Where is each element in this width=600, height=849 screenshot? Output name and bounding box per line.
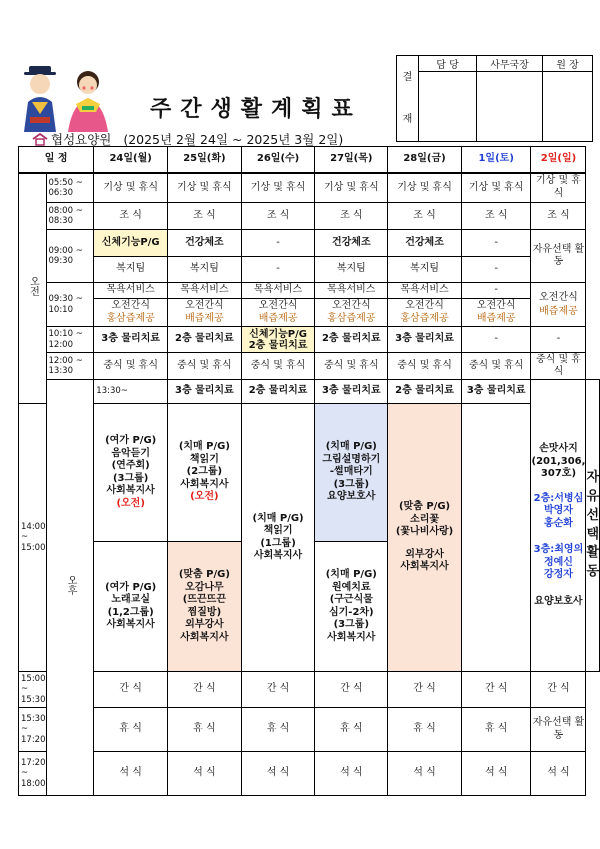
- cell-wake-mon: 기상 및 휴식: [94, 173, 168, 203]
- cell-breakfast-fri: 조 식: [388, 203, 462, 230]
- time-therapy-pm: 13:30~: [94, 380, 168, 404]
- sat-program-title: 손맛사지 (201,306, 307호): [531, 443, 586, 479]
- row-breakfast: [19, 203, 600, 230]
- cell-therapy-am-mon: 3층 물리치료: [94, 327, 168, 353]
- cell-snack-pm-fri: 간 식: [388, 672, 462, 708]
- cell-welfare-sat: -: [461, 257, 531, 283]
- cell-snack-pm-wed: 간 식: [241, 672, 315, 708]
- header-schedule: 일 정: [19, 147, 94, 173]
- time-program: 14:00 ~ 15:00: [19, 404, 47, 672]
- cell-wake-tue: 기상 및 휴식: [168, 173, 242, 203]
- header-day-sat: 1일(토): [461, 147, 531, 173]
- approval-box: [396, 55, 593, 142]
- cell-dinner-sun: 석 식: [531, 752, 586, 796]
- row-physical-therapy-am: [19, 327, 600, 353]
- header-day-sun: 2일(일): [531, 147, 586, 173]
- cell-lunch-sun: 중식 및 휴식: [531, 353, 586, 380]
- cell-dinner-sat: 석 식: [461, 752, 531, 796]
- cell-snack-am-thu: 오전간식 홍삼즙제공: [315, 299, 388, 327]
- cell-free-activity-sun: 자유선택 활동: [531, 230, 586, 283]
- sat-staff-role: 요양보호사: [534, 595, 583, 607]
- cell-bath-wed: 목욕서비스: [241, 283, 315, 299]
- cell-program-tue-bottom: (맞춤 P/G) 오감나무 (뜨끈뜨끈 찜질방) 외부강사 사회복지사: [168, 542, 242, 672]
- hanbok-couple-logo: [18, 62, 114, 132]
- cell-program-mon-bottom: (여가 P/G) 노래교실 (1,2그룹) 사회복지사: [94, 542, 168, 672]
- page-title: 주간생활계획표: [150, 97, 362, 122]
- time-wake: 05:50 ~ 06:30: [46, 173, 94, 203]
- cell-wake-sun: 기상 및 휴식: [531, 173, 586, 203]
- cell-snack-am-wed: 오전간식 배즙제공: [241, 299, 315, 327]
- cell-snack-pm-sun: 간 식: [531, 672, 586, 708]
- cell-bath-fri: 목욕서비스: [388, 283, 462, 299]
- cell-lunch-tue: 중식 및 휴식: [168, 353, 242, 380]
- cell-lunch-thu: 중식 및 휴식: [315, 353, 388, 380]
- signature-box-director[interactable]: [543, 72, 593, 142]
- cell-lunch-fri: 중식 및 휴식: [388, 353, 462, 380]
- row-physical-therapy-pm: [19, 380, 600, 404]
- cell-program-fri: (맞춤 P/G) 소리꽃 (꽃나비사랑) 외부강사 사회복지사: [388, 404, 462, 672]
- cell-therapy-pm-thu: 2층 물리치료: [388, 380, 462, 404]
- cell-snack-pm-tue: 간 식: [168, 672, 242, 708]
- cell-therapy-am-wed: 신체기능P/G 2층 물리치료: [241, 327, 315, 353]
- cell-rest-thu: 휴 식: [315, 708, 388, 752]
- schedule-period: (2025년 2월 24일 ~ 2025년 3월 2일): [123, 132, 344, 147]
- time-lunch: 12:00 ~ 13:30: [46, 353, 94, 380]
- cell-program-thu-top: (치매 P/G) 그림설명하기 -썰매타기 (3그룹) 요양보호사: [315, 404, 388, 542]
- header-day-wed: 26일(수): [241, 147, 315, 173]
- section-morning: 오전: [19, 173, 47, 404]
- cell-snack-am-mon: 오전간식 홍삼즙제공: [94, 299, 168, 327]
- row-dinner: [19, 752, 600, 796]
- time-dinner: 17:20 ~ 18:00: [19, 752, 47, 796]
- cell-dinner-wed: 석 식: [241, 752, 315, 796]
- cell-program-wed: (치매 P/G) 책읽기 (1그룹) 사회복지사: [241, 404, 315, 672]
- approval-role-director: 원 장: [543, 56, 593, 72]
- weekly-schedule-table: [18, 146, 600, 796]
- cell-dinner-tue: 석 식: [168, 752, 242, 796]
- bride-figure-icon: [68, 71, 108, 132]
- time-snack-pm: 15:00 ~ 15:30: [19, 672, 47, 708]
- cell-bath-tue: 목욕서비스: [168, 283, 242, 299]
- cell-program-thu-bottom: (치매 P/G) 원예치료 (구근식물 심기-2차) (3그룹) 사회복지사: [315, 542, 388, 672]
- cell-snack-am-fri: 오전간식 홍삼즙제공: [388, 299, 462, 327]
- time-therapy-am: 10:10 ~ 12:00: [46, 327, 94, 353]
- cell-exercise-tue: 건강체조: [168, 230, 242, 257]
- cell-breakfast-tue: 조 식: [168, 203, 242, 230]
- cell-rest-wed: 휴 식: [241, 708, 315, 752]
- approval-side-label: 결 재: [397, 56, 419, 142]
- cell-program-sat: [531, 380, 586, 672]
- cell-lunch-mon: 중식 및 휴식: [94, 353, 168, 380]
- section-afternoon: 오후: [46, 380, 94, 796]
- time-breakfast: 08:00 ~ 08:30: [46, 203, 94, 230]
- cell-therapy-pm-tue: 2층 물리치료: [241, 380, 315, 404]
- cell-rest-mon: 휴 식: [94, 708, 168, 752]
- cell-therapy-am-tue: 2층 물리치료: [168, 327, 242, 353]
- cell-wake-thu: 기상 및 휴식: [315, 173, 388, 203]
- cell-wake-fri: 기상 및 휴식: [388, 173, 462, 203]
- cell-welfare-tue: 복지팀: [168, 257, 242, 283]
- cell-exercise-mon: 신체기능P/G: [94, 230, 168, 257]
- cell-welfare-mon: 복지팀: [94, 257, 168, 283]
- sat-staff-2f: 2층:서병심 박영자 홍순화: [533, 492, 584, 529]
- cell-program-tue-top: (치매 P/G) 책읽기 (2그룹) 사회복지사 (오전): [168, 404, 242, 542]
- cell-snack-pm-mon: 간 식: [94, 672, 168, 708]
- cell-welfare-thu: 복지팀: [315, 257, 388, 283]
- cell-exercise-wed: -: [241, 230, 315, 257]
- cell-snack-am-sun: 오전간식 배즙제공: [531, 283, 586, 327]
- cell-wake-sat: 기상 및 휴식: [461, 173, 531, 203]
- cell-breakfast-sun: 조 식: [531, 203, 586, 230]
- cell-breakfast-wed: 조 식: [241, 203, 315, 230]
- cell-exercise-thu: 건강체조: [315, 230, 388, 257]
- cell-snack-am-sat: 오전간식 배즙제공: [461, 299, 531, 327]
- cell-therapy-am-fri: 3층 물리치료: [388, 327, 462, 353]
- signature-box-secretary[interactable]: [477, 72, 543, 142]
- time-morning-activity: 09:00 ~ 09:30: [46, 230, 94, 283]
- cell-therapy-pm-mon: 3층 물리치료: [168, 380, 242, 404]
- cell-snack-am-tue: 오전간식 배즙제공: [168, 299, 242, 327]
- cell-therapy-am-thu: 2층 물리치료: [315, 327, 388, 353]
- header-day-tue: 25일(화): [168, 147, 242, 173]
- cell-breakfast-mon: 조 식: [94, 203, 168, 230]
- row-morning-snack: [19, 299, 600, 327]
- row-program-upper: [19, 404, 600, 542]
- cell-breakfast-sat: 조 식: [461, 203, 531, 230]
- groom-figure-icon: [24, 66, 56, 132]
- approval-role-secretary: 사무국장: [477, 56, 543, 72]
- cell-bath-sat: -: [461, 283, 531, 299]
- row-morning-exercise: [19, 230, 600, 257]
- cell-lunch-sat: 중식 및 휴식: [461, 353, 531, 380]
- cell-welfare-wed: -: [241, 257, 315, 283]
- house-icon: [32, 133, 48, 146]
- cell-dinner-mon: 석 식: [94, 752, 168, 796]
- signature-box-staff[interactable]: [419, 72, 477, 142]
- row-welfare: [19, 257, 600, 283]
- cell-therapy-am-sat: -: [461, 327, 531, 353]
- approval-role-staff: 담 당: [419, 56, 477, 72]
- cell-therapy-pm-wed: 3층 물리치료: [315, 380, 388, 404]
- cell-dinner-fri: 석 식: [388, 752, 462, 796]
- cell-lunch-wed: 중식 및 휴식: [241, 353, 315, 380]
- cell-exercise-fri: 건강체조: [388, 230, 462, 257]
- cell-dinner-thu: 석 식: [315, 752, 388, 796]
- header-day-mon: 24일(월): [94, 147, 168, 173]
- cell-snack-pm-sat: 간 식: [461, 672, 531, 708]
- row-wake: [19, 173, 600, 203]
- row-bath: [19, 283, 600, 299]
- cell-bath-thu: 목욕서비스: [315, 283, 388, 299]
- cell-welfare-fri: 복지팀: [388, 257, 462, 283]
- sat-staff-3f: 3층:최영의 정예신 강정자: [533, 544, 584, 580]
- cell-rest-sun: 자유선택 활동: [531, 708, 586, 752]
- cell-therapy-am-sun: -: [531, 327, 586, 353]
- header-day-fri: 28일(금): [388, 147, 462, 173]
- row-lunch: [19, 353, 600, 380]
- cell-bath-mon: 목욕서비스: [94, 283, 168, 299]
- cell-breakfast-thu: 조 식: [315, 203, 388, 230]
- header-day-thu: 27일(목): [315, 147, 388, 173]
- row-afternoon-snack: [19, 672, 600, 708]
- cell-program-sun: 자유 선택 활동: [586, 380, 600, 672]
- cell-therapy-pm-fri: 3층 물리치료: [461, 380, 531, 404]
- cell-snack-pm-thu: 간 식: [315, 672, 388, 708]
- time-rest: 15:30 ~ 17:20: [19, 708, 47, 752]
- cell-wake-wed: 기상 및 휴식: [241, 173, 315, 203]
- cell-program-mon-top: (여가 P/G) 음악듣기 (연주회) (3그룹) 사회복지사 (오전): [94, 404, 168, 542]
- cell-rest-fri: 휴 식: [388, 708, 462, 752]
- row-rest: [19, 708, 600, 752]
- cell-rest-sat: 휴 식: [461, 708, 531, 752]
- facility-name: 협성요양원: [51, 132, 112, 147]
- cell-exercise-sat: -: [461, 230, 531, 257]
- cell-rest-tue: 휴 식: [168, 708, 242, 752]
- time-bath-snack: 09:30 ~ 10:10: [46, 283, 94, 327]
